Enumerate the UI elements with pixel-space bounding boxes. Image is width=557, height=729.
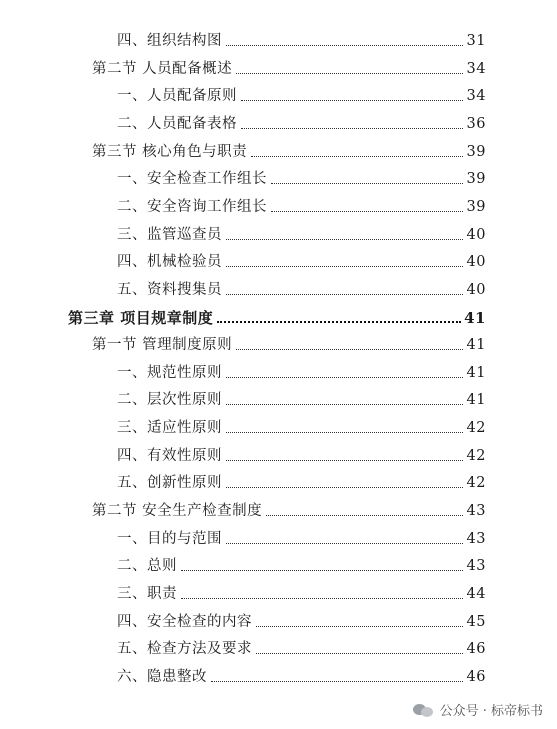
toc-entry[interactable] xyxy=(117,81,486,105)
toc-entry-title: 一、规范性原则 xyxy=(117,364,222,381)
toc-entry[interactable] xyxy=(117,109,486,133)
toc-page-number: 44 xyxy=(466,586,486,602)
toc-entry-title: 三、监管巡查员 xyxy=(117,226,222,243)
toc-page-number: 42 xyxy=(466,447,486,464)
toc-entry[interactable] xyxy=(117,468,486,492)
toc-entry[interactable] xyxy=(117,358,486,382)
toc-entry[interactable] xyxy=(117,634,486,658)
toc-entry-title: 五、检查方法及要求 xyxy=(117,641,252,658)
toc-entry[interactable] xyxy=(117,607,486,631)
toc-page-number: 45 xyxy=(466,613,486,630)
toc-page-number: 41 xyxy=(466,392,486,409)
toc-page-number: 42 xyxy=(466,420,486,437)
toc-entry[interactable] xyxy=(117,164,486,188)
toc-entry[interactable] xyxy=(117,26,486,50)
dot-leader xyxy=(226,265,463,267)
toc-entry-title: 第二节 安全生产检查制度 xyxy=(92,503,263,520)
toc-page-number: 39 xyxy=(466,143,486,160)
toc-entry-title: 二、层次性原则 xyxy=(117,392,222,409)
toc-entry[interactable] xyxy=(117,220,486,244)
dot-leader xyxy=(181,597,463,599)
toc-entry[interactable] xyxy=(117,441,486,465)
toc-entry-title: 四、组织结构图 xyxy=(117,33,222,49)
toc-page-number: 46 xyxy=(466,668,486,685)
toc-page-number: 42 xyxy=(466,475,486,492)
toc-entry-title: 一、人员配备原则 xyxy=(117,88,237,105)
dot-leader xyxy=(211,680,463,682)
toc-entry[interactable] xyxy=(117,524,486,548)
dot-leader xyxy=(226,44,463,46)
dot-leader xyxy=(266,514,463,516)
wechat-icon xyxy=(413,702,435,718)
toc-page-number: 41 xyxy=(466,364,486,381)
dot-leader xyxy=(256,625,463,627)
toc-page-number: 40 xyxy=(466,254,486,271)
dot-leader xyxy=(226,431,463,433)
toc-entry[interactable] xyxy=(68,303,486,327)
toc-page-number: 39 xyxy=(466,171,486,188)
dot-leader xyxy=(226,486,463,488)
dot-leader xyxy=(226,542,463,544)
toc-entry[interactable] xyxy=(117,413,486,437)
toc-entry-title: 二、总则 xyxy=(117,558,177,575)
toc-entry[interactable] xyxy=(92,137,486,161)
toc-entry[interactable] xyxy=(117,275,486,299)
dot-leader xyxy=(181,569,463,571)
toc-page-number: 40 xyxy=(466,226,486,243)
dot-leader xyxy=(256,652,463,654)
toc-entry-title: 二、安全咨询工作组长 xyxy=(117,198,267,215)
toc-entry-title: 四、机械检验员 xyxy=(117,254,222,271)
toc-entry-title: 五、创新性原则 xyxy=(117,475,222,492)
dot-leader xyxy=(226,376,463,378)
toc-page-number: 43 xyxy=(466,530,486,547)
toc-page-number: 34 xyxy=(466,88,486,105)
toc-entry[interactable] xyxy=(117,247,486,271)
toc-page-number: 31 xyxy=(466,33,486,49)
toc-page-number: 34 xyxy=(466,60,486,77)
toc-entry-title: 第一节 管理制度原则 xyxy=(92,337,233,354)
toc-page-number: 40 xyxy=(466,281,486,298)
toc-entry-title: 四、有效性原则 xyxy=(117,447,222,464)
dot-leader xyxy=(226,293,463,295)
watermark-text: 公众号 · 标帝标书 xyxy=(439,704,543,719)
dot-leader xyxy=(226,238,463,240)
dot-leader xyxy=(271,210,463,212)
toc-entry-title: 四、安全检查的内容 xyxy=(117,613,252,630)
dot-leader xyxy=(251,155,463,157)
toc-page-number: 39 xyxy=(466,198,486,215)
toc-entry[interactable] xyxy=(92,330,486,354)
toc-entry-title: 第二节 人员配备概述 xyxy=(92,60,233,77)
toc-entry[interactable] xyxy=(117,192,486,216)
dot-leader xyxy=(236,348,463,350)
toc-entry-title: 三、适应性原则 xyxy=(117,420,222,437)
toc-page-number: 41 xyxy=(466,337,486,354)
toc-entry-title: 六、隐患整改 xyxy=(117,668,207,685)
toc-page-number: 43 xyxy=(466,558,486,575)
toc-entry[interactable] xyxy=(92,54,486,78)
toc-entry-title: 二、人员配备表格 xyxy=(117,115,237,132)
dot-leader xyxy=(241,99,463,101)
dot-leader xyxy=(236,72,463,74)
toc-page-number: 43 xyxy=(466,503,486,520)
dot-leader xyxy=(217,320,461,323)
toc-page-number: 36 xyxy=(466,115,486,132)
toc-entry-title: 一、安全检查工作组长 xyxy=(117,171,267,188)
dot-leader xyxy=(241,127,463,129)
toc-entry-title: 一、目的与范围 xyxy=(117,530,222,547)
toc-page-number: 46 xyxy=(466,641,486,658)
toc-entry-title: 第三章 项目规章制度 xyxy=(68,308,214,327)
toc-entry[interactable] xyxy=(117,385,486,409)
toc-entry[interactable] xyxy=(117,662,486,686)
toc-page-number: 41 xyxy=(464,308,486,327)
toc-entry[interactable] xyxy=(92,496,486,520)
dot-leader xyxy=(271,182,463,184)
dot-leader xyxy=(226,459,463,461)
toc-entry[interactable] xyxy=(117,579,486,603)
toc-entry-title: 三、职责 xyxy=(117,586,177,602)
toc-entry-title: 第三节 核心角色与职责 xyxy=(92,143,248,160)
watermark xyxy=(413,700,543,719)
dot-leader xyxy=(226,403,463,405)
toc-entry-title: 五、资料搜集员 xyxy=(117,281,222,298)
toc-entry[interactable] xyxy=(117,551,486,575)
